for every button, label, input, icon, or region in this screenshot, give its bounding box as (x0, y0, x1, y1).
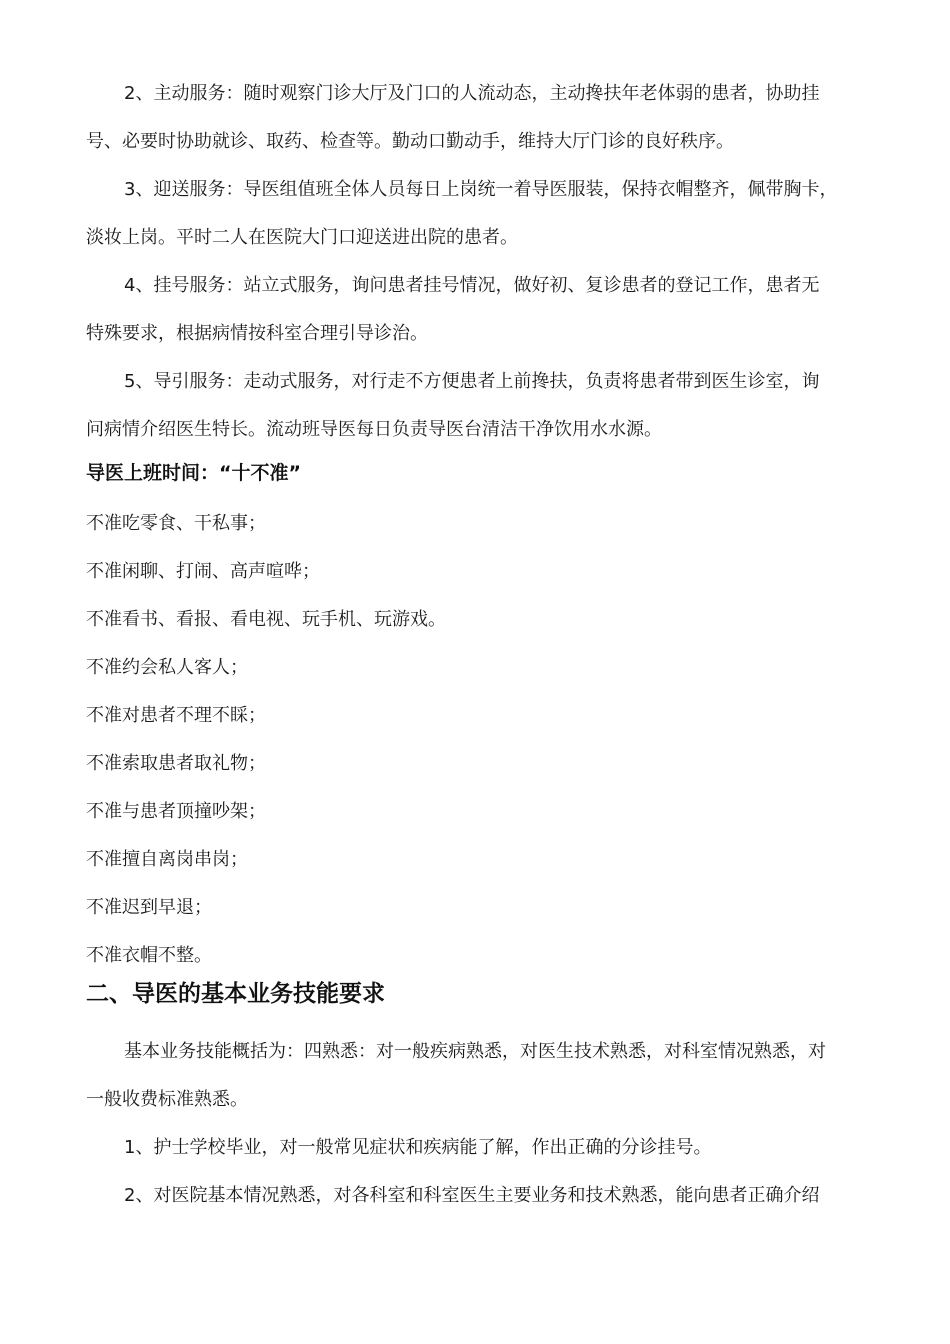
rule-item: 不准闲聊、打闹、高声喧哗； (86, 561, 320, 582)
service-item-3-line-1: 3、迎送服务：导医组值班全体人员每日上岗统一着导医服装，保持衣帽整齐，佩带胸卡， (124, 179, 838, 200)
ten-rules-heading: 导医上班时间：“十不准” (86, 462, 301, 484)
rule-item: 不准衣帽不整。 (86, 945, 212, 966)
service-item-4-line-2: 特殊要求，根据病情按科室合理引导诊治。 (86, 323, 428, 344)
service-item-3-line-2: 淡妆上岗。平时二人在医院大门口迎送进出院的患者。 (86, 227, 518, 248)
rule-item: 不准擅自离岗串岗； (86, 849, 248, 870)
rule-item: 不准迟到早退； (86, 897, 212, 918)
service-item-2-line-1: 2、主动服务：随时观察门诊大厅及门口的人流动态，主动搀扶年老体弱的患者，协助挂 (124, 83, 820, 104)
skill-item-1: 1、护士学校毕业，对一般常见症状和疾病能了解，作出正确的分诊挂号。 (124, 1137, 712, 1158)
service-item-5-line-1: 5、导引服务：走动式服务，对行走不方便患者上前搀扶，负责将患者带到医生诊室，询 (124, 371, 820, 392)
rule-item: 不准索取患者取礼物； (86, 753, 266, 774)
rule-item: 不准与患者顶撞吵架； (86, 801, 266, 822)
service-item-2-line-2: 号、必要时协助就诊、取药、检查等。勤动口勤动手，维持大厅门诊的良好秩序。 (86, 131, 734, 152)
rule-item: 不准吃零食、干私事； (86, 513, 266, 534)
rule-item: 不准对患者不理不睬； (86, 705, 266, 726)
rule-item: 不准约会私人客人； (86, 657, 248, 678)
section-2-intro-line-2: 一般收费标准熟悉。 (86, 1089, 248, 1110)
skill-item-2-line-1: 2、对医院基本情况熟悉，对各科室和科室医生主要业务和技术熟悉，能向患者正确介绍 (124, 1185, 820, 1206)
service-item-4-line-1: 4、挂号服务：站立式服务，询问患者挂号情况，做好初、复诊患者的登记工作，患者无 (124, 275, 820, 296)
section-2-intro-line-1: 基本业务技能概括为：四熟悉：对一般疾病熟悉，对医生技术熟悉，对科室情况熟悉，对 (124, 1041, 826, 1062)
service-item-5-line-2: 问病情介绍医生特长。流动班导医每日负责导医台清洁干净饮用水水源。 (86, 419, 662, 440)
section-2-heading: 二、导医的基本业务技能要求 (86, 981, 385, 1007)
rule-item: 不准看书、看报、看电视、玩手机、玩游戏。 (86, 609, 446, 630)
